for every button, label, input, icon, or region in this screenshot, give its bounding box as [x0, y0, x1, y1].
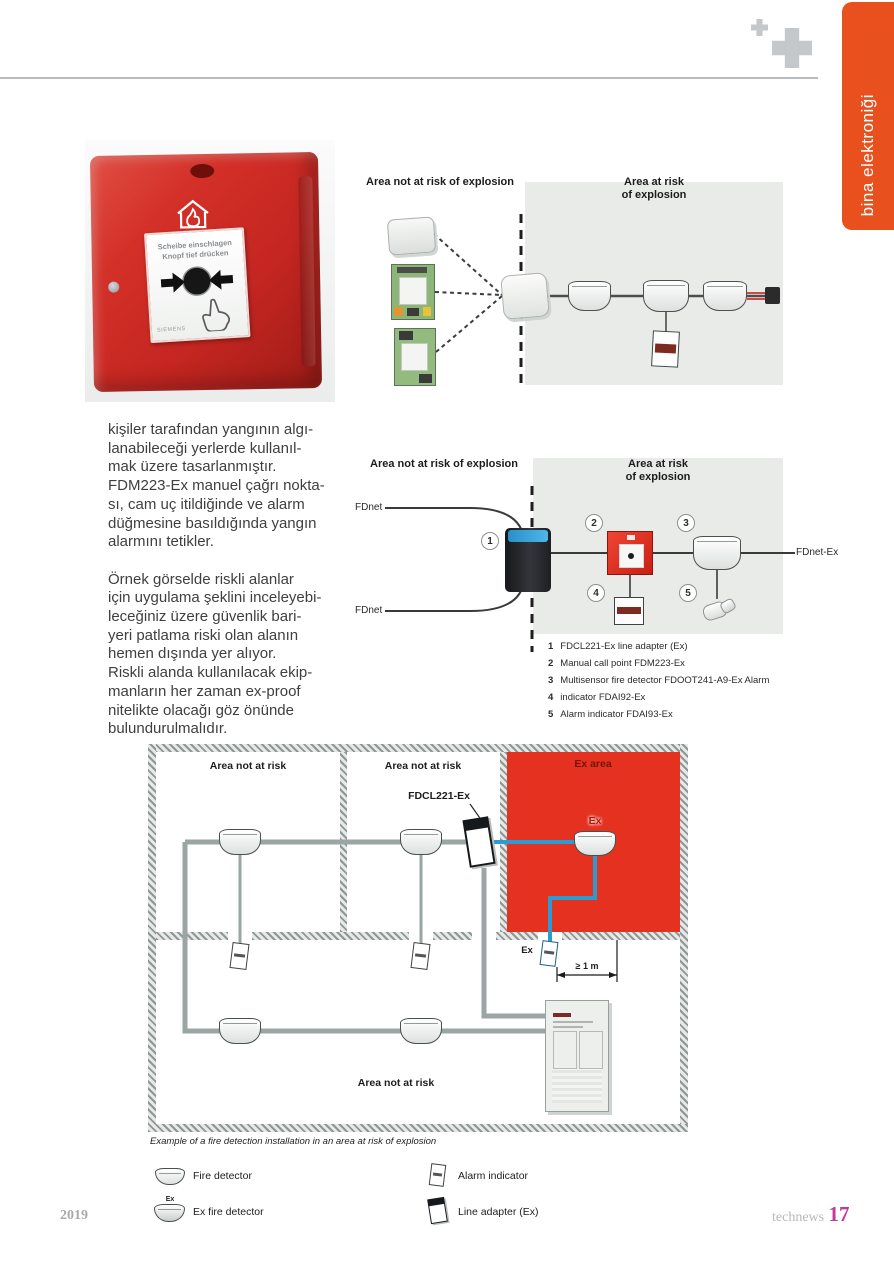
- ex-indicator-label: Ex: [521, 945, 533, 956]
- multisensor-detector-icon: [693, 536, 741, 570]
- call-point-top-hole: [190, 164, 214, 178]
- text-line: mak üzere tasarlanmıştır.: [108, 458, 277, 476]
- legend-text: Manual call point FDM223-Ex: [560, 658, 685, 669]
- article-text: [108, 421, 360, 739]
- line-adapter-ex-icon: [427, 1197, 448, 1224]
- arrow-left-icon: [208, 269, 233, 290]
- pcb-chip-dark: [399, 331, 413, 340]
- legend-item-2: [548, 658, 685, 669]
- legend-num: 5: [548, 709, 554, 720]
- section-tab: [842, 2, 894, 230]
- legend-item-4: [548, 692, 645, 703]
- call-point-housing: [90, 152, 322, 392]
- paragraph-2: [108, 571, 360, 739]
- paragraph-1: [108, 421, 360, 552]
- plus-icon: [772, 28, 812, 68]
- legend-text: FDCL221-Ex line adapter (Ex): [560, 641, 688, 652]
- fire-detector-icon: [219, 829, 261, 855]
- hall-label: Area not at risk: [357, 1077, 435, 1089]
- text-line: FDM223-Ex manuel çağrı nokta-: [108, 477, 325, 495]
- pcb-sticker: [399, 277, 427, 305]
- area-not-at-risk-title: Area not at risk of explosion: [370, 458, 518, 470]
- footer-page-number: 17: [828, 1202, 850, 1226]
- sign-line-1: Scheibe einschlagen: [157, 237, 233, 252]
- panel-door-left: [553, 1031, 577, 1069]
- fdnet-ex-label: FDnet-Ex: [796, 547, 839, 558]
- area-not-at-risk-title: Area not at risk of explosion: [366, 176, 514, 188]
- legend-text: indicator FDAI92-Ex: [560, 692, 646, 703]
- legend-num: 1: [548, 641, 554, 652]
- callout-1: 1: [481, 532, 499, 550]
- callout-4: 4: [587, 584, 605, 602]
- legend-ex-tag: Ex: [165, 1196, 175, 1203]
- section-tab-label: bina elektroniği: [858, 93, 877, 216]
- fdnet-label-bottom: FDnet: [355, 605, 383, 616]
- pcb-chip-dark2: [419, 374, 432, 383]
- ex-fire-detector-icon: [574, 831, 616, 856]
- panel-display: [553, 1013, 571, 1017]
- area-at-risk-title-line2: of explosion: [625, 471, 691, 483]
- legend-num: 2: [548, 658, 554, 669]
- legend-alarm-indicator: Alarm indicator: [458, 1170, 529, 1182]
- sign-line-2: Knopf tief drücken: [162, 248, 229, 262]
- io-module-device: [387, 216, 436, 255]
- legend-line-adapter: Line adapter (Ex): [458, 1206, 539, 1218]
- alarm-indicator-device: [701, 599, 735, 621]
- pcb-chip-yellow: [423, 307, 431, 316]
- fire-detector-icon: [219, 1018, 261, 1044]
- area-at-risk-title-line2: of explosion: [621, 189, 687, 201]
- text-line: manların her zaman ex-proof: [108, 682, 301, 700]
- text-line: için uygulama şeklini inceleyebi-: [108, 589, 322, 607]
- text-line: lanabileceği yerlerde kullanıl-: [108, 439, 302, 457]
- text-line: kişiler tarafından yangının algı-: [108, 421, 314, 438]
- panel-line: [553, 1026, 583, 1028]
- plus-small-icon: [751, 19, 768, 36]
- plan-legend: [150, 1158, 690, 1238]
- fire-detector-icon: [568, 281, 611, 311]
- adapter-label: FDCL221-Ex: [408, 790, 470, 802]
- legend-fire-detector: Fire detector: [193, 1170, 252, 1182]
- footer-magazine-name: technews: [772, 1210, 825, 1225]
- text-line: alarmını tetikler.: [108, 533, 214, 551]
- panel-grille: [552, 1069, 602, 1103]
- adapter-blue-band: [508, 530, 548, 542]
- legend-text: Multisensor fire detector FDOOT241-A9-Ex Alarm: [560, 675, 770, 686]
- manual-call-point-device: [607, 531, 653, 575]
- fdnet-label-top: FDnet: [355, 502, 383, 513]
- distance-label: ≥ 1 m: [575, 961, 599, 971]
- text-line: nitelikte olacağı göz önünde: [108, 701, 294, 719]
- text-line: leceğiniz üzere güvenlik bari-: [108, 608, 302, 626]
- room1-label: Area not at risk: [209, 760, 287, 772]
- call-point-glass-panel: [144, 227, 251, 343]
- circuit-board-2: [394, 328, 436, 386]
- panel-door-right: [579, 1031, 603, 1069]
- screw-icon: [108, 282, 119, 293]
- ex-alarm-indicator-icon: [540, 940, 559, 967]
- alarm-indicator-icon: [651, 330, 680, 367]
- fire-control-panel: [545, 1000, 609, 1112]
- text-line: yeri patlama riski olan alanın: [108, 626, 299, 644]
- callout-2: 2: [585, 514, 603, 532]
- figure-caption: Example of a fire detection installation in an area at risk of explosion: [150, 1136, 437, 1147]
- text-line: düğmesine basıldığında yangın: [108, 514, 317, 532]
- arrow-right-icon: [160, 272, 185, 293]
- ex-detector-label: Ex: [588, 815, 602, 827]
- fire-detector-icon: [703, 281, 747, 311]
- pcb-chip-orange: [394, 307, 403, 316]
- call-point-photo: [85, 140, 335, 402]
- footer-year: 2019: [60, 1208, 88, 1223]
- area-at-risk-title-line1: Area at risk: [628, 458, 688, 470]
- fire-detector-icon: [400, 1018, 442, 1044]
- area-at-risk-title-line1: Area at risk: [624, 176, 684, 188]
- ex-area-label: Ex area: [574, 758, 612, 770]
- line-adapter-ex-device: [505, 528, 551, 592]
- legend-num: 3: [548, 675, 554, 686]
- brand-cross-logo: [746, 14, 816, 74]
- fire-detector-icon: [643, 280, 689, 312]
- floor-plan-diagram: [148, 744, 688, 1134]
- text-line: Örnek görselde riskli alanlar: [108, 570, 294, 588]
- legend-item-1: [548, 641, 688, 652]
- call-point-side-edge: [298, 176, 315, 366]
- pcb-header: [397, 267, 427, 273]
- siemens-brand-label: SIEMENS: [156, 325, 187, 334]
- house-fire-icon: [175, 198, 212, 231]
- header-divider: [0, 77, 818, 79]
- text-line: hemen dışında yer alıyor.: [108, 645, 277, 663]
- text-line: Riskli alanda kullanılacak ekip-: [108, 664, 313, 682]
- alarm-indicator-icon: [429, 1163, 447, 1187]
- callout-5: 5: [679, 584, 697, 602]
- legend-num: 4: [548, 692, 554, 703]
- fire-detector-icon: [155, 1168, 185, 1185]
- footer-brand: [772, 1202, 882, 1227]
- hand-press-icon: [198, 296, 234, 332]
- diagram-ex-devices: [355, 448, 839, 738]
- alarm-indicator-icon: [229, 942, 249, 970]
- legend-item-3: [548, 675, 769, 686]
- diagram-ex-topology: [355, 168, 795, 410]
- call-point-button: [628, 553, 634, 559]
- ex-fire-detector-icon: [154, 1204, 185, 1222]
- legend-ex-fire-detector: Ex fire detector: [193, 1206, 264, 1218]
- pcb-sticker: [401, 343, 428, 371]
- room2-label: Area not at risk: [384, 760, 462, 772]
- line-adapter-device: [500, 272, 550, 320]
- legend-item-5: [548, 709, 673, 720]
- circuit-board-1: [391, 264, 435, 320]
- legend-text: Alarm indicator FDAI93-Ex: [560, 709, 673, 720]
- callout-3: 3: [677, 514, 695, 532]
- indicator-device: [614, 597, 644, 625]
- fire-detector-icon: [400, 829, 442, 855]
- pcb-chip-dark: [407, 308, 419, 316]
- alarm-indicator-icon: [410, 942, 430, 970]
- panel-line: [553, 1021, 593, 1023]
- text-line: bulundurulmalıdır.: [108, 720, 228, 738]
- call-point-top-mark: [627, 535, 635, 540]
- text-line: sı, cam uç itildiğinde ve alarm: [108, 495, 305, 513]
